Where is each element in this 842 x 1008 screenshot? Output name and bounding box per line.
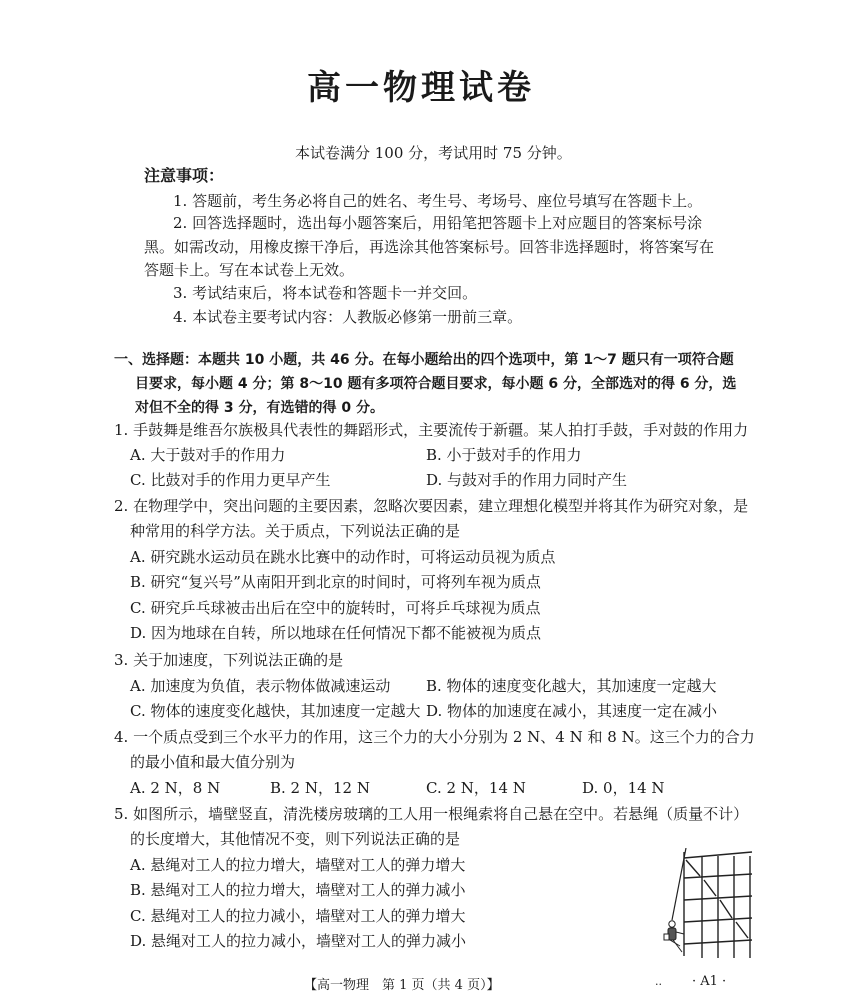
q3-option-a: A. 加速度为负值，表示物体做减速运动 [130,677,391,695]
q5-stem-line-1: 5. 如图所示，墙壁竖直，清洗楼房玻璃的工人用一根绳索将自己悬在空中。若悬绳（质量不计） [114,805,749,823]
footer-code: · A1 · [692,974,727,989]
page-title: 高一物理试卷 [307,68,535,108]
q4-option-b: B. 2 N，12 N [270,779,370,797]
section-header-line-3: 对但不全的得 3 分，有选错的得 0 分。 [135,400,384,416]
footer-page-label: 【高一物理 第 1 页（共 4 页）】 [304,978,500,993]
q1-option-b: B. 小于鼓对手的作用力 [426,446,582,464]
q1-option-a: A. 大于鼓对手的作用力 [130,446,286,464]
exam-info: 本试卷满分 100 分，考试用时 75 分钟。 [295,144,572,162]
q4-stem-line-2: 的最小值和最大值分别为 [130,753,296,771]
q3-option-c: C. 物体的速度变化越快，其加速度一定越大 [130,702,421,720]
worker [664,921,684,952]
q4-option-d: D. 0，14 N [582,779,665,797]
building-windows [684,852,752,958]
q1-option-c: C. 比鼓对手的作用力更早产生 [130,471,331,489]
q2-option-a: A. 研究跳水运动员在跳水比赛中的动作时，可将运动员视为质点 [130,548,556,566]
section-header-line-2: 目要求，每小题 4 分；第 8～10 题有多项符合题目要求，每小题 6 分，全部选对的得 6 分，选 [135,376,737,392]
q3-stem: 3. 关于加速度，下列说法正确的是 [114,651,344,669]
q2-option-c: C. 研究乒乓球被击出后在空中的旋转时，可将乒乓球视为质点 [130,599,541,617]
q2-option-b: B. 研究“复兴号”从南阳开到北京的时间时，可将列车视为质点 [130,573,541,591]
q2-option-d: D. 因为地球在自转，所以地球在任何情况下都不能被视为质点 [130,624,542,642]
note-2-line-c: 答题卡上。写在本试卷上无效。 [144,261,355,279]
q5-option-c: C. 悬绳对工人的拉力减小，墙壁对工人的弹力增大 [130,907,466,925]
q2-stem-line-1: 2. 在物理学中，突出问题的主要因素，忽略次要因素，建立理想化模型并将其作为研究对象，是 [114,497,749,515]
q4-stem-line-1: 4. 一个质点受到三个水平力的作用，这三个力的大小分别为 2 N、4 N 和 8 N。这三个力的合力 [114,728,755,746]
note-4: 4. 本试卷主要考试内容：人教版必修第一册前三章。 [173,308,523,326]
q2-stem-line-2: 种常用的科学方法。关于质点，下列说法正确的是 [130,522,461,540]
q5-option-a: A. 悬绳对工人的拉力增大，墙壁对工人的弹力增大 [130,856,466,874]
q3-option-b: B. 物体的速度变化越大，其加速度一定越大 [426,677,717,695]
q5-stem-line-2: 的长度增大，其他情况不变，则下列说法正确的是 [130,830,461,848]
q3-option-d: D. 物体的加速度在减小，其速度一定在减小 [426,702,718,720]
note-2-line-a: 2. 回答选择题时，选出每小题答案后，用铅笔把答题卡上对应题目的答案标号涂 [173,214,703,232]
q4-option-a: A. 2 N，8 N [130,779,221,797]
note-3: 3. 考试结束后，将本试卷和答题卡一并交回。 [173,284,478,302]
q1-option-d: D. 与鼓对手的作用力同时产生 [426,471,628,489]
note-2-line-b: 黑。如需改动，用橡皮擦干净后，再选涂其他答案标号。回答非选择题时，将答案写在 [144,238,715,256]
notes-heading: 注意事项： [144,166,225,185]
q4-option-c: C. 2 N，14 N [426,779,526,797]
section-header-line-1: 一、选择题：本题共 10 小题，共 46 分。在每小题给出的四个选项中，第 1～7 题只有一项符合题 [114,352,734,368]
q1-stem: 1. 手鼓舞是维吾尔族极具代表性的舞蹈形式，主要流传于新疆。某人拍打手鼓，手对鼓的作用力 [114,421,749,439]
window-cleaner-illustration [662,848,754,960]
q5-option-d: D. 悬绳对工人的拉力减小，墙壁对工人的弹力减小 [130,932,467,950]
note-1: 1. 答题前，考生务必将自己的姓名、考生号、考场号、座位号填写在答题卡上。 [173,192,703,210]
footer-dots: .. [655,975,662,988]
q5-option-b: B. 悬绳对工人的拉力增大，墙壁对工人的弹力减小 [130,881,466,899]
